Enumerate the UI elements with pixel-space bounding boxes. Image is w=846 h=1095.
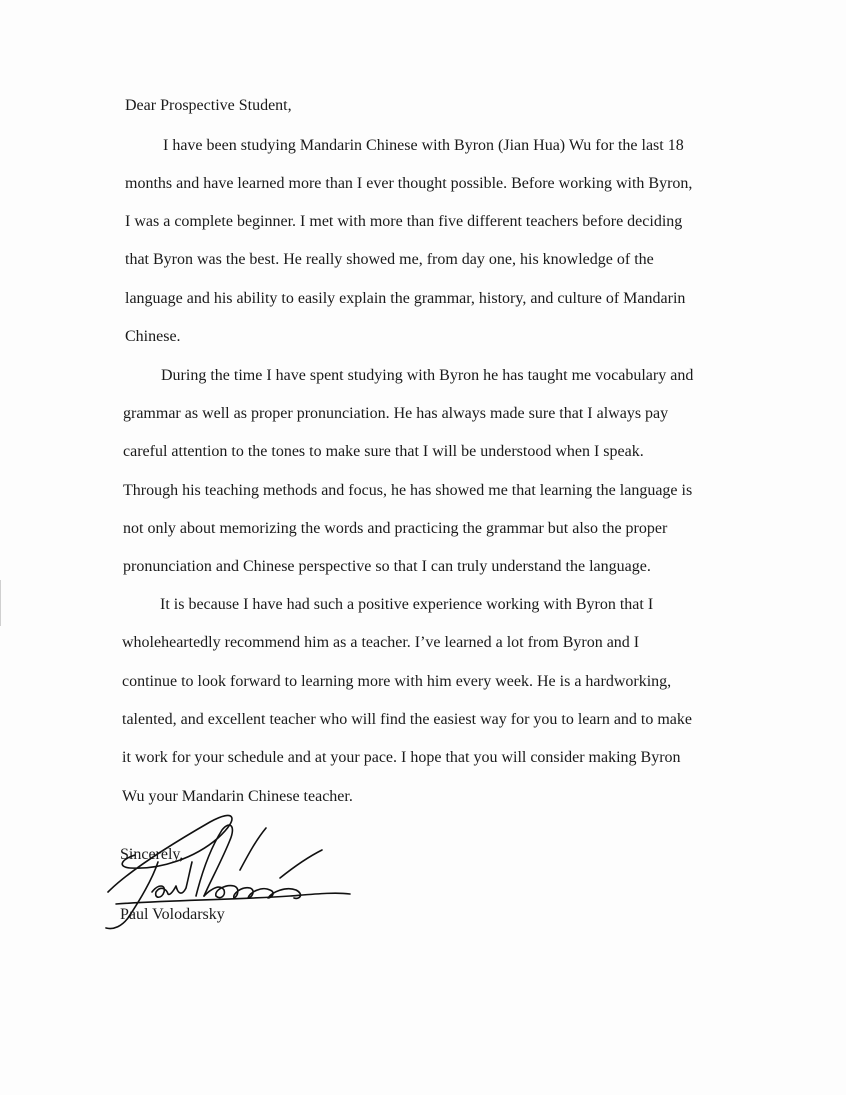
paragraph-line: Chinese. bbox=[125, 328, 181, 345]
paragraph-line: I have been studying Mandarin Chinese with Byron (Jian Hua) Wu for the last 18 bbox=[163, 137, 684, 154]
paragraph-line: wholeheartedly recommend him as a teacher. I’ve learned a lot from Byron and I bbox=[122, 634, 640, 651]
paragraph-line: Wu your Mandarin Chinese teacher. bbox=[122, 788, 353, 805]
paragraph-line: talented, and excellent teacher who will find the easiest way for you to learn and to make bbox=[122, 711, 693, 728]
scan-edge-mark bbox=[0, 580, 1, 626]
handwritten-signature bbox=[100, 800, 360, 935]
paragraph-line: pronunciation and Chinese perspective so that I can truly understand the language. bbox=[123, 558, 651, 575]
paragraph-line: It is because I have had such a positive experience working with Byron that I bbox=[160, 596, 654, 613]
paragraph-line: Through his teaching methods and focus, he has showed me that learning the language is bbox=[123, 482, 693, 499]
signer-name: Paul Volodarsky bbox=[120, 906, 225, 923]
paragraph-line: continue to look forward to learning more with him every week. He is a hardworking, bbox=[122, 673, 672, 690]
salutation: Dear Prospective Student, bbox=[125, 97, 292, 114]
paragraph-line: not only about memorizing the words and practicing the grammar but also the proper bbox=[123, 520, 668, 537]
paragraph-line: careful attention to the tones to make sure that I will be understood when I speak. bbox=[123, 443, 644, 460]
paragraph-line: During the time I have spent studying with Byron he has taught me vocabulary and bbox=[161, 367, 694, 384]
paragraph-line: it work for your schedule and at your pace. I hope that you will consider making Byron bbox=[122, 749, 681, 766]
paragraph-line: language and his ability to easily explain the grammar, history, and culture of Mandarin bbox=[125, 290, 686, 307]
paragraph-line: I was a complete beginner. I met with more than five different teachers before deciding bbox=[125, 213, 683, 230]
paragraph-line: grammar as well as proper pronunciation. He has always made sure that I always pay bbox=[123, 405, 669, 422]
paragraph-line: that Byron was the best. He really showed me, from day one, his knowledge of the bbox=[125, 251, 654, 268]
paragraph-line: months and have learned more than I ever thought possible. Before working with Byron, bbox=[125, 175, 693, 192]
closing: Sincerely, bbox=[120, 846, 184, 863]
